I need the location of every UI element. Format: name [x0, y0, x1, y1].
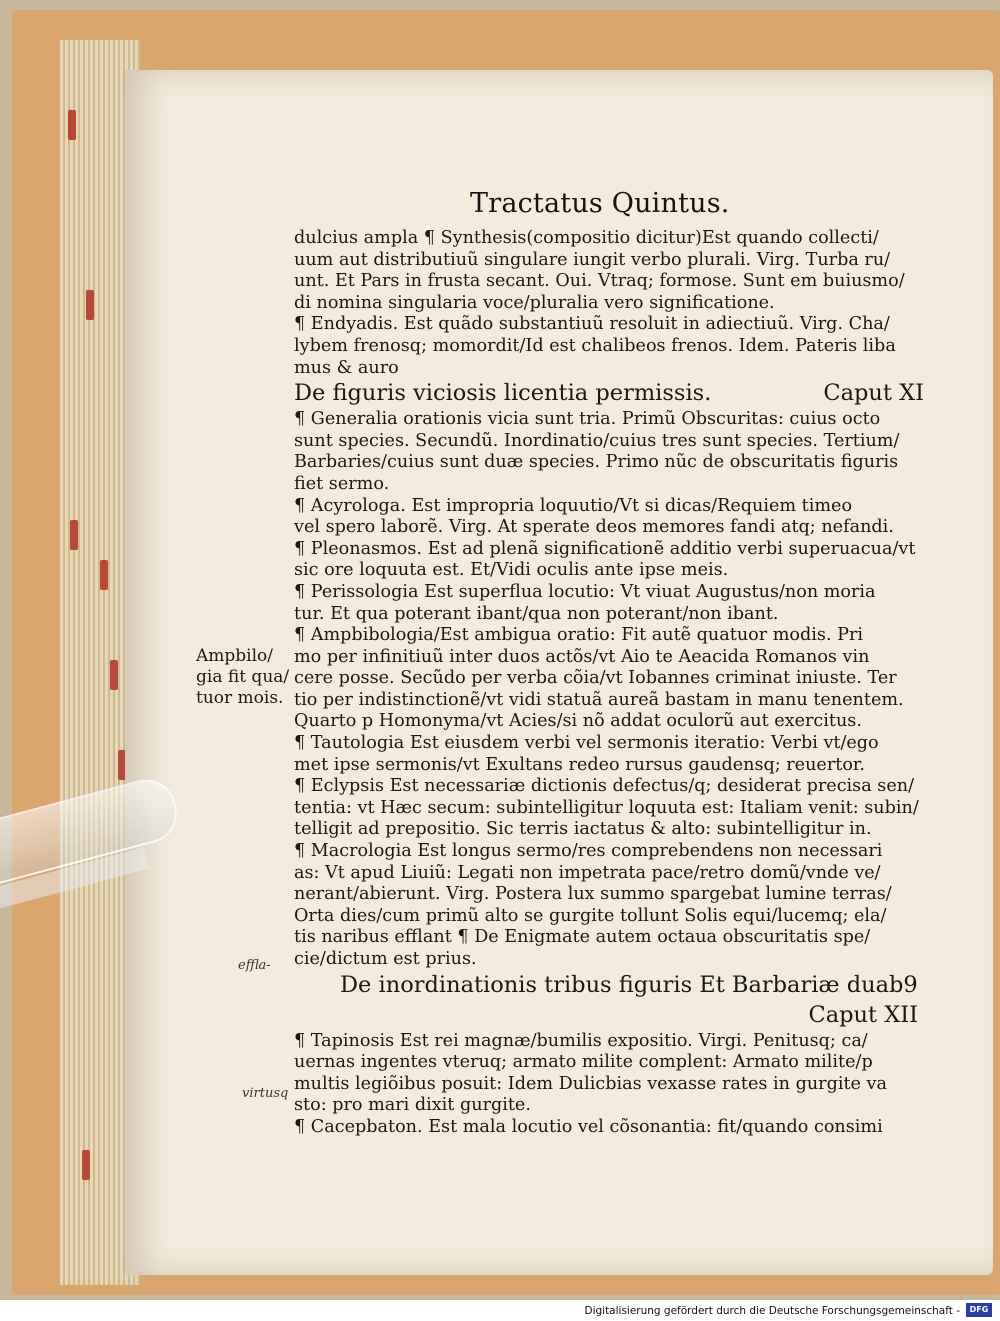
page-tab-marker	[110, 660, 118, 690]
chapter-heading	[294, 379, 924, 409]
text-line: cie/dictum est prius.	[294, 949, 477, 969]
text-line: sto: pro mari dixit gurgite.	[294, 1095, 531, 1116]
margin-note-line: Ampbilo/	[196, 646, 273, 666]
page-tab-marker	[70, 520, 78, 550]
text-block	[294, 228, 924, 1139]
text-line: nerant/abierunt. Virg. Postera lux summo spargebat lumine terras/	[294, 884, 892, 905]
margin-note	[196, 646, 289, 709]
text-line: di nomina singularia voce/pluralia vero significatione.	[294, 292, 775, 313]
text-line: Quarto p Homonyma/vt Acies/si nõ addat oculorũ aut exercitus.	[294, 711, 862, 732]
text-line: tentia: vt Hæc secum: subintelligitur loquuta est: Italiam venit: subin/	[294, 797, 919, 818]
text-line: uum aut distributiuũ singulare iungit verbo plurali. Virg. Turba ru/	[294, 249, 891, 270]
text-line: ¶ Eclypsis Est necessariæ dictionis defectus/q; desiderat precisa sen/	[294, 776, 914, 797]
text-line: ¶ Ampbibologia/Est ambigua oratio: Fit autẽ quatuor modis. Pri	[294, 625, 864, 646]
text-line: ¶ Tapinosis Est rei magnæ/bumilis expositio. Virgi. Penitusq; ca/	[294, 1030, 868, 1051]
footer-bar	[0, 1300, 1000, 1321]
text-line: ¶ Pleonasmos. Est ad plenã significationẽ additio verbi superuacua/vt	[294, 538, 916, 559]
text-line: multis legiõibus posuit: Idem Dulicbias vexasse rates in gurgite va	[294, 1073, 887, 1094]
text-line: mo per infinitiuũ inter duos actõs/vt Aio te Aeacida Romanos vin	[294, 646, 870, 667]
text-line: ¶ Perissologia Est superflua locutio: Vt viuat Augustus/non moria	[294, 581, 876, 602]
text-line: uernas ingentes vteruq; armato milite complent: Armato milite/p	[294, 1052, 873, 1073]
text-line: lybem frenosq; momordit/Id est chalibeos frenos. Idem. Pateris liba	[294, 335, 896, 356]
page-tab-marker	[86, 290, 94, 320]
text-line: sunt species. Secundũ. Inordinatio/cuius tres sunt species. Tertium/	[294, 430, 900, 451]
text-line: ¶ Tautologia Est eiusdem verbi vel sermonis iteratio: Verbi vt/ego	[294, 733, 879, 754]
chapter-number: Caput XI	[823, 380, 924, 407]
text-line: tio per indistinctionẽ/vt vidi statuã aureã bastam in manu tenentem.	[294, 689, 904, 710]
text-line: vel spero laborẽ. Virg. At sperate deos memores fandi atq; nefandi.	[294, 517, 894, 538]
text-line: cere posse. Secũdo per verba cõia/vt Iobannes criminat iniuste. Ter	[294, 668, 897, 689]
text-line: Barbaries/cuius sunt duæ species. Primo nũc de obscuritatis figuris	[294, 452, 899, 473]
chapter-title: De figuris viciosis licentia permissis.	[294, 380, 712, 407]
margin-note-line: gia fit qua/	[196, 667, 290, 687]
text-line: sic ore loquuta est. Et/Vidi oculis ante ipse meis.	[294, 560, 729, 581]
text-line: dulcius ampla ¶ Synthesis(compositio dicitur)Est quando collecti/	[294, 228, 879, 248]
text-line: tis naribus efflant ¶ De Enigmate autem octaua obscuritatis spe/	[294, 927, 871, 948]
text-line: tur. Et qua poterant ibant/qua non poterant/non ibant.	[294, 603, 779, 624]
text-line: telligit ad prepositio. Sic terris iactatus & alto: subintelligitur in.	[294, 819, 872, 840]
text-line: Orta dies/cum primũ alto se gurgite tollunt Solis equi/lucemq; ela/	[294, 905, 887, 926]
chapter-title: De inordinationis tribus figuris Et Barbariæ duab9	[340, 971, 918, 998]
dfg-logo: DFG	[966, 1303, 992, 1317]
text-line: mus & auro	[294, 357, 399, 378]
text-line: ¶ Acyrologa. Est impropria loquutio/Vt si dicas/Requiem timeo	[294, 495, 853, 516]
text-line: met ipse sermonis/vt Exultans redeo rursus gaudensq; reuertor.	[294, 754, 865, 775]
chapter-number: Caput XII	[808, 1001, 918, 1028]
text-line: unt. Et Pars in frusta secant. Oui. Vtraq; formose. Sunt em buiusmo/	[294, 271, 905, 292]
handwritten-annotation: virtusq	[242, 1086, 289, 1101]
handwritten-annotation: effla-	[238, 958, 271, 973]
text-line: ¶ Macrologia Est longus sermo/res comprebendens non necessari	[294, 841, 883, 862]
margin-note-line: tuor mois.	[196, 688, 284, 708]
text-line: fiet sermo.	[294, 473, 390, 494]
text-line: as: Vt apud Liuiũ: Legati non impetrata pace/retro domũ/vnde ve/	[294, 862, 881, 883]
page-tab-marker	[100, 560, 108, 590]
text-line: ¶ Endyadis. Est quãdo substantiuũ resoluit in adiectiuũ. Virg. Cha/	[294, 314, 890, 335]
running-head: Tractatus Quintus.	[470, 188, 730, 219]
text-line: ¶ Generalia orationis vicia sunt tria. Primũ Obscuritas: cuius octo	[294, 409, 881, 430]
text-line: ¶ Cacepbaton. Est mala locutio vel cõsonantia: fit/quando consimi	[294, 1116, 883, 1137]
page-tab-marker	[68, 110, 76, 140]
funding-credit: Digitalisierung gefördert durch die Deutsche Forschungsgemeinschaft -	[584, 1305, 960, 1317]
page-tab-marker	[82, 1150, 90, 1180]
